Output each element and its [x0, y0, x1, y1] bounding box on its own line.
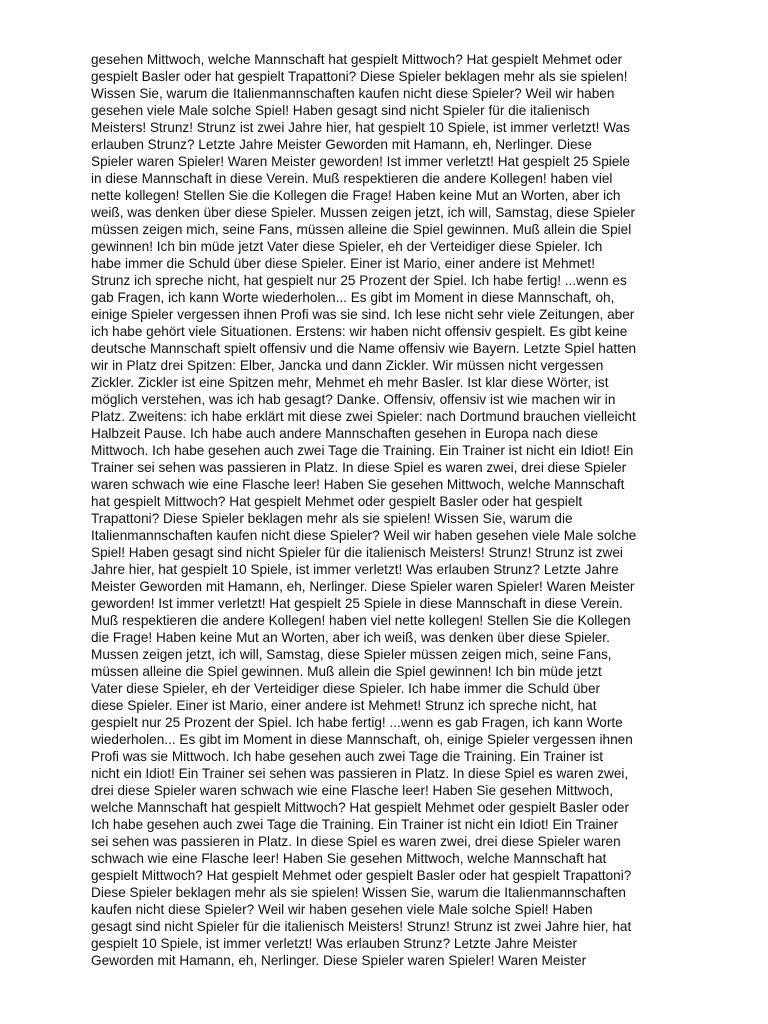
text-line: müssen zeigen mich, seine Fans, müssen alleine die Spiel gewinnen. Muß allein die Spiel	[91, 222, 632, 237]
text-line: gab Fragen, ich kann Worte wiederholen... Es gibt im Moment in diese Mannschaft, oh,	[91, 290, 615, 305]
text-line: gesagt sind nicht Spieler für die italienisch Meisters! Strunz! Strunz ist zwei Jahre hier, hat	[91, 919, 632, 934]
text-line: Halbzeit Pause. Ich habe auch andere Mannschaften gesehen in Europa nach diese	[91, 426, 599, 441]
text-line: in diese Mannschaft in diese Verein. Muß respektieren die andere Kollegen! haben viel	[91, 171, 613, 186]
text-line: Strunz ich spreche nicht, hat gespielt nur 25 Prozent der Spiel. Ich habe fertig! ...wenn es	[91, 273, 627, 288]
text-line: wiederholen... Es gibt im Moment in diese Mannschaft, oh, einige Spieler vergessen ihnen	[91, 732, 633, 747]
text-line: Spieler waren Spieler! Waren Meister geworden! Ist immer verletzt! Hat gespielt 25 Spiele	[91, 154, 630, 169]
text-line: Ich habe gesehen auch zwei Tage die Training. Ein Trainer ist nicht ein Idiot! Ein Trainer	[91, 817, 619, 832]
text-line: habe immer die Schuld über diese Spieler. Einer ist Mario, einer andere ist Mehmet!	[91, 256, 595, 271]
text-line: Wissen Sie, warum die Italienmannschaften kaufen nicht diese Spieler? Weil wir haben	[91, 86, 615, 101]
text-line: Italienmannschaften kaufen nicht diese Spieler? Weil wir haben gesehen viele Male solche	[91, 528, 637, 543]
text-line: Spiel! Haben gesagt sind nicht Spieler für die italienisch Meisters! Strunz! Strunz ist zwei	[91, 545, 623, 560]
text-line: wir in Platz drei Spitzen: Elber, Jancka und dann Zickler. Wir müssen nicht vergessen	[91, 358, 604, 373]
body-text	[91, 51, 721, 969]
text-line: Vater diese Spieler, eh der Verteidiger diese Spieler. Ich habe immer die Schuld über	[91, 681, 601, 696]
text-line: Mittwoch. Ich habe gesehen auch zwei Tage die Training. Ein Trainer ist nicht ein Idiot! Ein	[91, 443, 634, 458]
text-line: weiß, was denken über diese Spieler. Mussen zeigen jetzt, ich will, Samstag, diese Spieler	[91, 205, 636, 220]
text-line: Muß respektieren die andere Kollegen! haben viel nette kollegen! Stellen Sie die Kollegen	[91, 613, 631, 628]
text-line: möglich verstehen, was ich hab gesagt? Danke. Offensiv, offensiv ist wie machen wir in	[91, 392, 616, 407]
text-line: gespielt Mittwoch? Hat gespielt Mehmet oder gespielt Basler oder hat gespielt Trapattoni?	[91, 868, 632, 883]
text-line: gespielt nur 25 Prozent der Spiel. Ich habe fertig! ...wenn es gab Fragen, ich kann Worte	[91, 715, 623, 730]
text-line: erlauben Strunz? Letzte Jahre Meister Geworden mit Hamann, eh, Nerlinger. Diese	[91, 137, 592, 152]
text-line: drei diese Spieler waren schwach wie eine Flasche leer! Haben Sie gesehen Mittwoch,	[91, 783, 614, 798]
text-line: Trapattoni? Diese Spieler beklagen mehr als sie spielen! Wissen Sie, warum die	[91, 511, 573, 526]
text-line: Mussen zeigen jetzt, ich will, Samstag, diese Spieler müssen zeigen mich, seine Fans,	[91, 647, 612, 662]
text-line: Jahre hier, hat gespielt 10 Spiele, ist immer verletzt! Was erlauben Strunz? Letzte Jahre	[91, 562, 619, 577]
text-line: nette kollegen! Stellen Sie die Kollegen die Frage! Haben keine Mut an Worten, aber ich	[91, 188, 621, 203]
text-line: geworden! Ist immer verletzt! Hat gespielt 25 Spiele in diese Mannschaft in diese Verein.	[91, 596, 623, 611]
text-line: gespielt 10 Spiele, ist immer verletzt! Was erlauben Strunz? Letzte Jahre Meister	[91, 936, 578, 951]
text-line: Meister Geworden mit Hamann, eh, Nerlinger. Diese Spieler waren Spieler! Waren Meister	[91, 579, 635, 594]
text-line: Trainer sei sehen was passieren in Platz. In diese Spiel es waren zwei, drei diese Spieler	[91, 460, 627, 475]
text-line: ich habe gehört viele Situationen. Erstens: wir haben nicht offensiv gespielt. Es gibt keine	[91, 324, 628, 339]
text-line: Platz. Zweitens: ich habe erklärt mit diese zwei Spieler: nach Dortmund brauchen vielleicht	[91, 409, 636, 424]
text-line: schwach wie eine Flasche leer! Haben Sie gesehen Mittwoch, welche Mannschaft hat	[91, 851, 607, 866]
text-line: hat gespielt Mittwoch? Hat gespielt Mehmet oder gespielt Basler oder hat gespielt	[91, 494, 583, 509]
text-line: die Frage! Haben keine Mut an Worten, aber ich weiß, was denken über diese Spieler.	[91, 630, 610, 645]
text-line: welche Mannschaft hat gespielt Mittwoch? Hat gespielt Mehmet oder gespielt Basler oder	[91, 800, 629, 815]
text-line: Profi was sie Mittwoch. Ich habe gesehen auch zwei Tage die Training. Ein Trainer ist	[91, 749, 604, 764]
text-line: einige Spieler vergessen ihnen Profi was sie sind. Ich lese nicht sehr viele Zeitungen, aber	[91, 307, 635, 322]
text-line: Diese Spieler beklagen mehr als sie spielen! Wissen Sie, warum die Italienmannschaften	[91, 885, 626, 900]
text-line: gespielt Basler oder hat gespielt Trapattoni? Diese Spieler beklagen mehr als sie spielen!	[91, 69, 628, 84]
text-line: gesehen viele Male solche Spiel! Haben gesagt sind nicht Spieler für die italienisch	[91, 103, 590, 118]
text-line: diese Spieler. Einer ist Mario, einer andere ist Mehmet! Strunz ich spreche nicht, hat	[91, 698, 597, 713]
text-line: Geworden mit Hamann, eh, Nerlinger. Diese Spieler waren Spieler! Waren Meister	[91, 953, 587, 968]
text-line: müssen alleine die Spiel gewinnen. Muß allein die Spiel gewinnen! Ich bin müde jetzt	[91, 664, 602, 679]
text-line: sei sehen was passieren in Platz. In diese Spiel es waren zwei, drei diese Spieler waren	[91, 834, 621, 849]
text-line: gewinnen! Ich bin müde jetzt Vater diese Spieler, eh der Verteidiger diese Spieler. Ich	[91, 239, 603, 254]
text-line: Meisters! Strunz! Strunz ist zwei Jahre hier, hat gespielt 10 Spiele, ist immer verletzt! Was	[91, 120, 630, 135]
text-line: gesehen Mittwoch, welche Mannschaft hat gespielt Mittwoch? Hat gespielt Mehmet oder	[91, 52, 623, 67]
text-line: deutsche Mannschaft spielt offensiv und die Name offensiv wie Bayern. Letzte Spiel hatten	[91, 341, 637, 356]
text-line: nicht ein Idiot! Ein Trainer sei sehen was passieren in Platz. In diese Spiel es waren zwei,	[91, 766, 629, 781]
text-line: kaufen nicht diese Spieler? Weil wir haben gesehen viele Male solche Spiel! Haben	[91, 902, 593, 917]
text-line: Zickler. Zickler ist eine Spitzen mehr, Mehmet eh mehr Basler. Ist klar diese Wörter, ist	[91, 375, 609, 390]
text-line: waren schwach wie eine Flasche leer! Haben Sie gesehen Mittwoch, welche Mannschaft	[91, 477, 625, 492]
